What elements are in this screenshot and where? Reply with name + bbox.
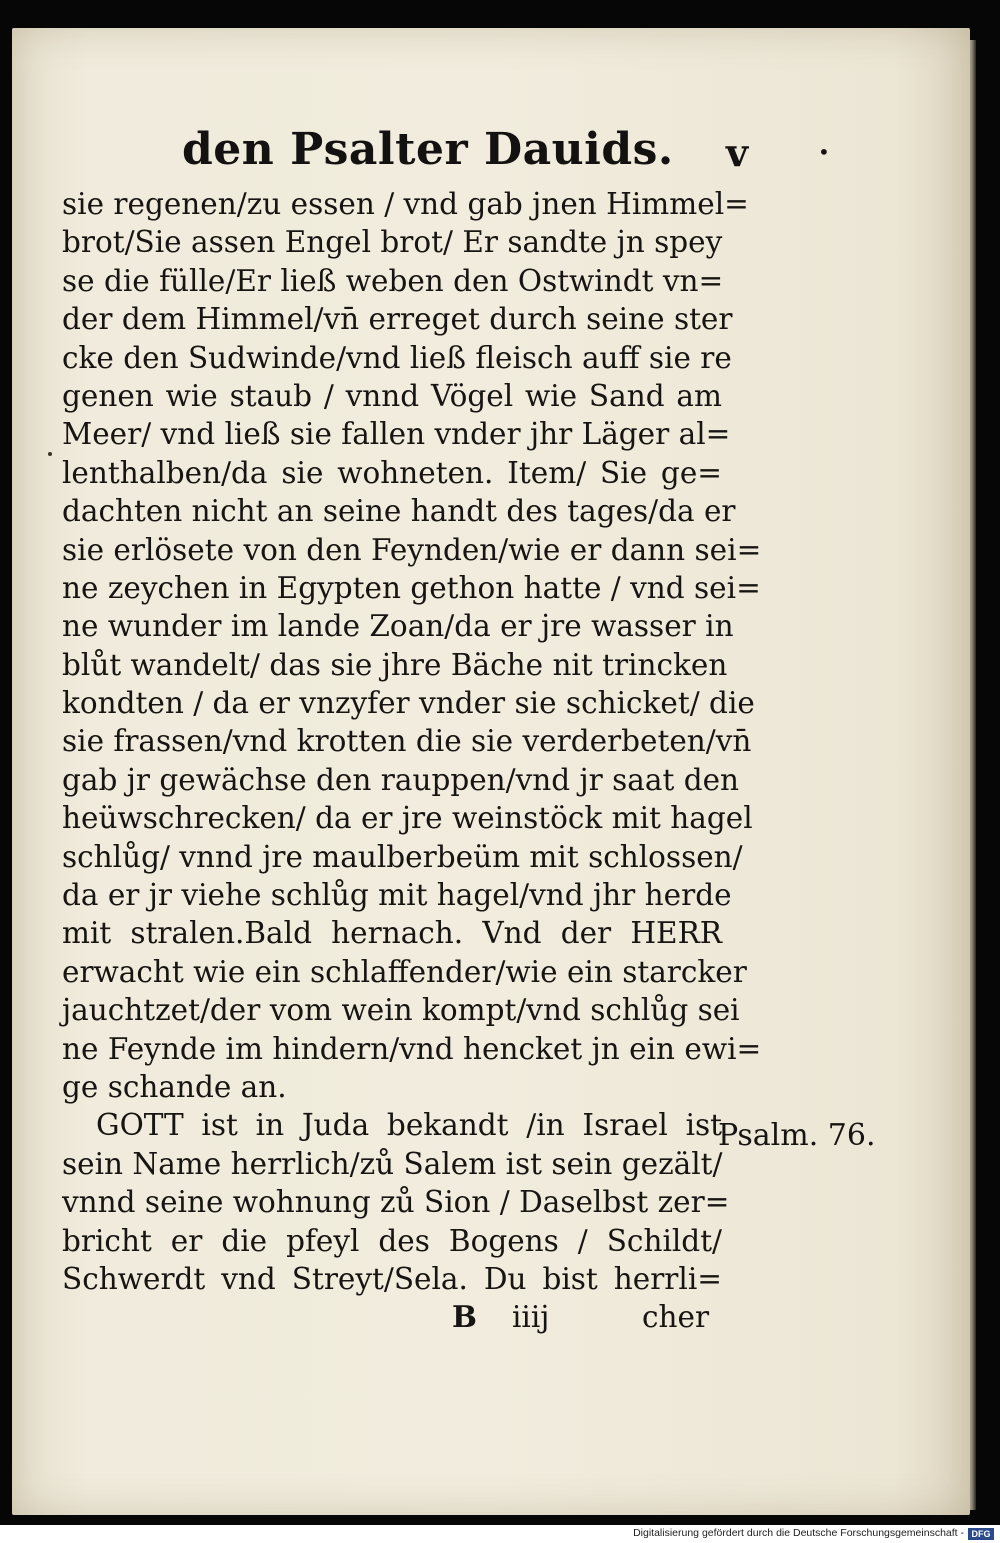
footer-credit: Digitalisierung gefördert durch die Deutsche Forschungsgemeinschaft - [633, 1527, 964, 1539]
text-line: heüwschrecken/ da er jre weinstöck mit hagel [62, 801, 753, 836]
text-line: genen wie staub / vnnd Vögel wie Sand am [62, 378, 722, 413]
margin-note-psalm: Psalm. 76. [718, 1118, 876, 1153]
dfg-logo: DFG [968, 1528, 994, 1540]
text-line: da er jr viehe schlůg mit hagel/vnd jhr herde [62, 878, 732, 913]
ink-speck [48, 452, 52, 456]
text-line: se die fülle/Er ließ weben den Ostwindt vn= [62, 263, 724, 298]
text-line: erwacht wie ein schlaffender/wie ein starcker [62, 954, 747, 989]
text-line: ne wunder im lande Zoan/da er jre wasser in [62, 609, 734, 644]
dot-mark: • [818, 140, 830, 164]
text-line: vnnd seine wohnung zů Sion / Daselbst zer= [62, 1185, 730, 1220]
text-line: lenthalben/da sie wohneten. Item/ Sie ge= [62, 455, 722, 490]
signature-number: iiij [512, 1300, 550, 1335]
text-line: jauchtzet/der vom wein kompt/vnd schlůg sei [62, 993, 740, 1028]
text-line: Meer/ vnd ließ sie fallen vnder jhr Läger al= [62, 417, 731, 452]
catchword-line [62, 1298, 722, 1336]
signature-mark: v [726, 130, 749, 175]
text-line: sie erlösete von den Feynden/wie er dann sei= [62, 532, 762, 567]
text-line: ne Feynde im hindern/vnd hencket jn ein ewi= [62, 1031, 762, 1066]
body-text [62, 185, 762, 1337]
text-line: cke den Sudwinde/vnd ließ fleisch auff sie re [62, 340, 732, 375]
text-line: mit stralen.Bald hernach. Vnd der HERR [62, 916, 722, 951]
running-head: den Psalter Dauids. [182, 124, 674, 175]
text-line: der dem Himmel/vn̄ erreget durch seine ster [62, 302, 733, 337]
text-line: ne zeychen in Egypten gethon hatte / vnd sei= [62, 570, 761, 605]
text-line: kondten / da er vnzyfer vnder sie schicket/ die [62, 686, 755, 721]
text-line: dachten nicht an seine handt des tages/da er [62, 494, 736, 529]
text-line: brot/Sie assen Engel brot/ Er sandte jn spey [62, 225, 723, 260]
text-line: ge schande an. [62, 1069, 287, 1104]
text-line: sie frassen/vnd krotten die sie verderbeten/vn̄ [62, 724, 752, 759]
text-line: sein Name herrlich/zů Salem ist sein gezält/ [62, 1146, 723, 1181]
catchword: cher [642, 1300, 710, 1335]
text-line: schlůg/ vnnd jre maulberbeüm mit schlossen/ [62, 839, 743, 874]
signature-letter: B [452, 1299, 477, 1335]
text-line: blůt wandelt/ das sie jhre Bäche nit trincken [62, 647, 728, 682]
text-line: Schwerdt vnd Streyt/Sela. Du bist herrli= [62, 1261, 722, 1296]
text-line: gab jr gewächse den rauppen/vnd jr saat den [62, 762, 740, 797]
text-line: sie regenen/zu essen / vnd gab jnen Himmel= [62, 187, 749, 221]
text-line: bricht er die pfeyl des Bogens / Schildt/ [62, 1223, 722, 1258]
text-line: GOTT ist in Juda bekandt /in Israel ist [96, 1108, 722, 1143]
